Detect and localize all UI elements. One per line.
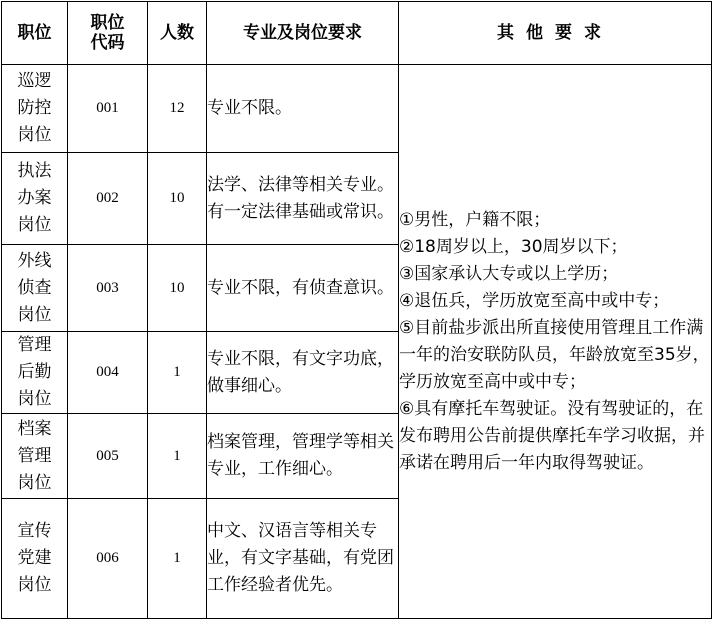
post-name-line: 侦查 bbox=[17, 277, 52, 298]
post-name bbox=[2, 499, 68, 619]
post-name-line: 岗位 bbox=[17, 215, 52, 235]
post-name-line: 岗位 bbox=[17, 472, 52, 493]
post-name-line: 防控 bbox=[17, 98, 52, 118]
other-requirement-item: ⑤目前盐步派出所直接使用管理且工作满一年的治安联防队员，年龄放宽至35岁，学历放宽至高中或中专； bbox=[399, 317, 710, 392]
header-code bbox=[68, 2, 148, 65]
post-name-line: 管理 bbox=[17, 445, 52, 466]
post-name-line: 巡逻 bbox=[17, 71, 52, 91]
post-code: 003 bbox=[68, 245, 148, 332]
header-code-line1: 职位 bbox=[90, 13, 125, 33]
other-requirement-item: ④退伍兵，学历放宽至高中或中专； bbox=[399, 290, 670, 311]
post-count: 10 bbox=[148, 153, 207, 245]
post-name bbox=[2, 245, 68, 332]
post-count: 12 bbox=[148, 65, 207, 153]
other-requirement-item: ③国家承认大专或以上学历； bbox=[399, 263, 619, 284]
post-name-line: 岗位 bbox=[17, 125, 52, 145]
post-name-line: 岗位 bbox=[17, 389, 52, 409]
post-requirement: 专业不限，有侦查意识。 bbox=[207, 245, 399, 332]
post-name bbox=[2, 414, 68, 499]
post-name-line: 党建 bbox=[17, 548, 52, 568]
post-requirement: 档案管理，管理学等相关专业，工作细心。 bbox=[207, 414, 399, 499]
post-name bbox=[2, 65, 68, 153]
other-requirement-item: ①男性，户籍不限； bbox=[399, 209, 551, 230]
post-count: 10 bbox=[148, 245, 207, 332]
recruitment-table bbox=[1, 1, 712, 619]
post-requirement: 中文、汉语言等相关专业，有文字基础，有党团工作经验者优先。 bbox=[207, 499, 399, 619]
post-name-line: 办案 bbox=[17, 188, 52, 208]
post-name-line: 档案 bbox=[17, 418, 52, 439]
post-code: 001 bbox=[68, 65, 148, 153]
post-name-line: 宣传 bbox=[17, 521, 52, 541]
header-count: 人数 bbox=[148, 2, 207, 65]
post-count: 1 bbox=[148, 499, 207, 619]
post-requirement: 专业不限。 bbox=[207, 65, 399, 153]
header-post: 职位 bbox=[2, 2, 68, 65]
post-name-line: 执法 bbox=[17, 161, 52, 181]
post-name bbox=[2, 153, 68, 245]
post-code: 004 bbox=[68, 332, 148, 414]
post-code: 002 bbox=[68, 153, 148, 245]
post-name-line: 后勤 bbox=[17, 362, 52, 382]
header-code-line2: 代码 bbox=[90, 33, 125, 53]
header-requirement: 专业及岗位要求 bbox=[207, 2, 399, 65]
post-name-line: 管理 bbox=[17, 335, 52, 355]
post-code: 006 bbox=[68, 499, 148, 619]
post-name-line: 外线 bbox=[17, 250, 52, 271]
header-other: 其他要求 bbox=[399, 2, 712, 65]
other-requirement-item: ②18周岁以上，30周岁以下； bbox=[399, 236, 628, 257]
post-name-line: 岗位 bbox=[17, 304, 52, 325]
other-requirement-item: ⑥具有摩托车驾驶证。没有驾驶证的，在发布聘用公告前提供摩托车学习收据，并承诺在聘用后一年内取得驾驶证。 bbox=[399, 398, 705, 473]
post-code: 005 bbox=[68, 414, 148, 499]
table-row bbox=[2, 65, 712, 153]
post-requirement: 专业不限，有文字功底，做事细心。 bbox=[207, 332, 399, 414]
post-count: 1 bbox=[148, 414, 207, 499]
post-name bbox=[2, 332, 68, 414]
post-name-line: 岗位 bbox=[17, 575, 52, 595]
header-row bbox=[2, 2, 712, 65]
other-requirements-cell bbox=[399, 65, 712, 619]
post-requirement: 法学、法律等相关专业。有一定法律基础或常识。 bbox=[207, 153, 399, 245]
post-count: 1 bbox=[148, 332, 207, 414]
